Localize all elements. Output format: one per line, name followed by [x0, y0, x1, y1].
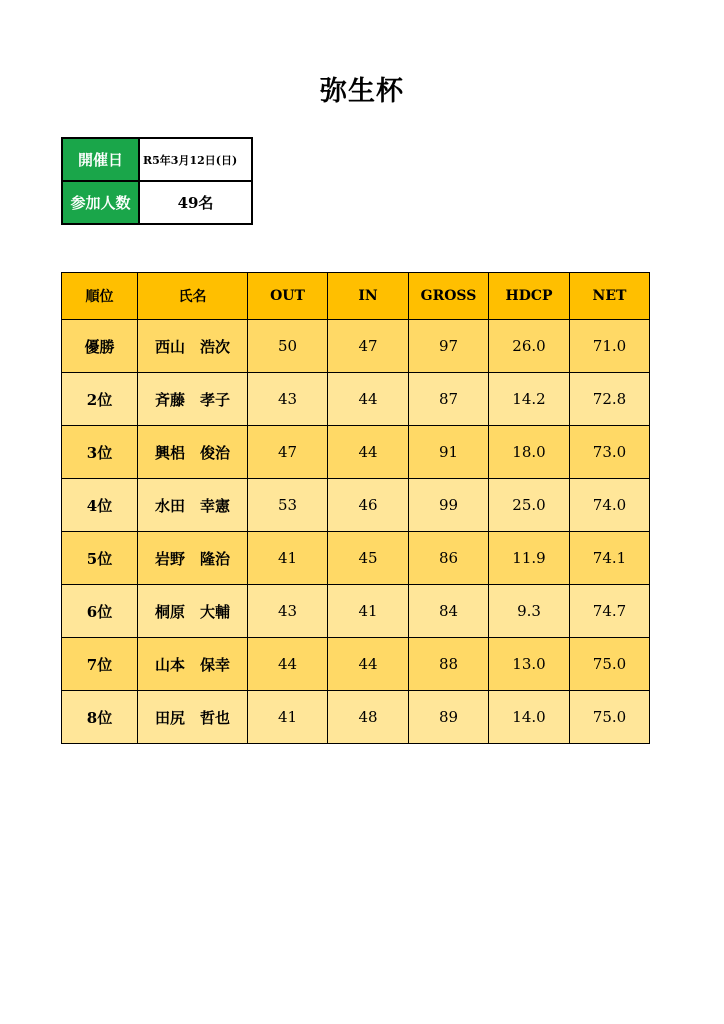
cell-name: 山本 保幸 [138, 638, 248, 691]
cell-net: 74.1 [570, 532, 650, 585]
cell-name: 田尻 哲也 [138, 691, 248, 744]
table-row [62, 426, 650, 479]
cell-rank: 3位 [62, 426, 138, 479]
cell-hdcp: 26.0 [489, 320, 570, 373]
table-row [62, 638, 650, 691]
table-row [62, 373, 650, 426]
cell-out: 47 [248, 426, 328, 479]
cell-name: 岩野 隆治 [138, 532, 248, 585]
cell-out: 53 [248, 479, 328, 532]
header-rank: 順位 [62, 273, 138, 320]
cell-net: 73.0 [570, 426, 650, 479]
cell-hdcp: 11.9 [489, 532, 570, 585]
cell-hdcp: 14.0 [489, 691, 570, 744]
cell-in: 46 [328, 479, 409, 532]
participants-label: 参加人数 [62, 181, 139, 224]
header-out: OUT [248, 273, 328, 320]
results-header-row [62, 273, 650, 320]
cell-gross: 89 [409, 691, 489, 744]
cell-in: 41 [328, 585, 409, 638]
cell-rank: 7位 [62, 638, 138, 691]
cell-out: 43 [248, 373, 328, 426]
cell-rank: 4位 [62, 479, 138, 532]
cell-name: 桐原 大輔 [138, 585, 248, 638]
cell-name: 水田 幸憲 [138, 479, 248, 532]
header-name: 氏名 [138, 273, 248, 320]
cell-out: 43 [248, 585, 328, 638]
cell-rank: 2位 [62, 373, 138, 426]
cell-net: 74.0 [570, 479, 650, 532]
cell-gross: 87 [409, 373, 489, 426]
cell-in: 44 [328, 373, 409, 426]
cell-out: 44 [248, 638, 328, 691]
event-date-value: R5年3月12日(日) [139, 138, 252, 181]
event-info-table [61, 137, 253, 225]
header-hdcp: HDCP [489, 273, 570, 320]
cell-out: 41 [248, 691, 328, 744]
event-date-label: 開催日 [62, 138, 139, 181]
cell-name: 西山 浩次 [138, 320, 248, 373]
cell-hdcp: 13.0 [489, 638, 570, 691]
table-row [62, 585, 650, 638]
cell-net: 71.0 [570, 320, 650, 373]
cell-gross: 99 [409, 479, 489, 532]
cell-name: 斉藤 孝子 [138, 373, 248, 426]
cell-hdcp: 14.2 [489, 373, 570, 426]
table-row [62, 320, 650, 373]
cell-net: 74.7 [570, 585, 650, 638]
table-row [62, 532, 650, 585]
page-title: 弥生杯 [320, 76, 404, 107]
cell-rank: 6位 [62, 585, 138, 638]
participants-value: 49名 [139, 181, 252, 224]
cell-rank: 優勝 [62, 320, 138, 373]
cell-hdcp: 18.0 [489, 426, 570, 479]
cell-gross: 91 [409, 426, 489, 479]
header-net: NET [570, 273, 650, 320]
cell-net: 75.0 [570, 638, 650, 691]
cell-in: 48 [328, 691, 409, 744]
cell-rank: 5位 [62, 532, 138, 585]
header-gross: GROSS [409, 273, 489, 320]
participants-row [62, 181, 252, 224]
table-row [62, 479, 650, 532]
cell-out: 41 [248, 532, 328, 585]
cell-in: 47 [328, 320, 409, 373]
cell-name: 興梠 俊治 [138, 426, 248, 479]
cell-hdcp: 9.3 [489, 585, 570, 638]
cell-in: 45 [328, 532, 409, 585]
cell-gross: 88 [409, 638, 489, 691]
cell-in: 44 [328, 426, 409, 479]
cell-gross: 84 [409, 585, 489, 638]
results-table [61, 272, 650, 744]
cell-out: 50 [248, 320, 328, 373]
cell-gross: 97 [409, 320, 489, 373]
cell-net: 72.8 [570, 373, 650, 426]
header-in: IN [328, 273, 409, 320]
cell-net: 75.0 [570, 691, 650, 744]
cell-in: 44 [328, 638, 409, 691]
cell-gross: 86 [409, 532, 489, 585]
cell-hdcp: 25.0 [489, 479, 570, 532]
cell-rank: 8位 [62, 691, 138, 744]
table-row [62, 691, 650, 744]
event-date-row [62, 138, 252, 181]
